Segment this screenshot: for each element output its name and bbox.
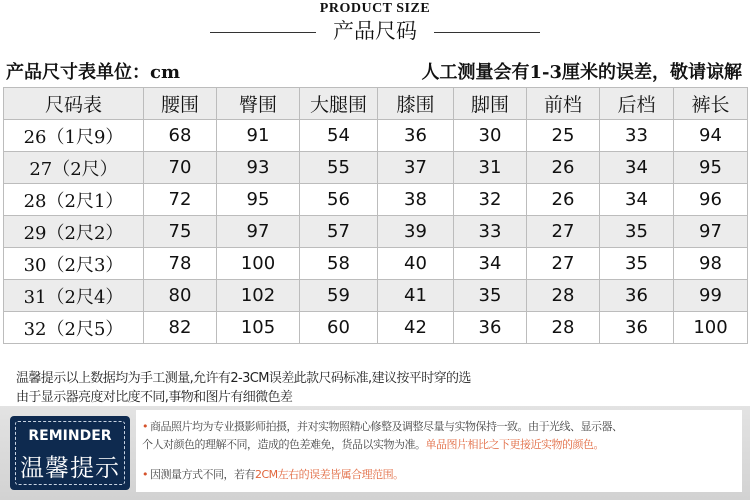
header-cell: 后档: [600, 88, 674, 120]
header-cell: 膝围: [378, 88, 454, 120]
table-cell: 36: [600, 312, 674, 344]
table-cell: 72: [144, 184, 217, 216]
badge-title-en: REMINDER: [28, 428, 112, 444]
table-cell: 91: [217, 120, 300, 152]
error-note: 人工测量会有1-3厘米的误差，敬请谅解: [421, 62, 742, 83]
table-cell: 98: [674, 248, 748, 280]
table-cell: 27: [527, 216, 600, 248]
table-cell: 41: [378, 280, 454, 312]
table-header-row: [4, 88, 748, 120]
size-cell: 29（2尺2）: [4, 216, 144, 248]
header-cell: 尺码表: [4, 88, 144, 120]
size-cell: 26（1尺9）: [4, 120, 144, 152]
title-cn: 产品尺码: [333, 19, 417, 43]
title-en: PRODUCT SIZE: [319, 1, 431, 16]
table-row: [4, 312, 748, 344]
table-cell: 26: [527, 184, 600, 216]
table-row: [4, 152, 748, 184]
table-cell: 34: [600, 184, 674, 216]
size-table: [3, 87, 748, 344]
page-header: [0, 0, 750, 52]
table-cell: 42: [378, 312, 454, 344]
table-cell: 102: [217, 280, 300, 312]
table-row: [4, 120, 748, 152]
table-row: [4, 216, 748, 248]
table-row: [4, 184, 748, 216]
table-cell: 26: [527, 152, 600, 184]
table-cell: 38: [378, 184, 454, 216]
table-cell: 33: [600, 120, 674, 152]
bullet-dot-icon: •: [142, 468, 148, 481]
table-cell: 94: [674, 120, 748, 152]
table-cell: 40: [378, 248, 454, 280]
table-cell: 95: [217, 184, 300, 216]
highlight-text: 2CM左右的误差皆属合理范围。: [255, 468, 404, 481]
table-cell: 39: [378, 216, 454, 248]
reminder-bullet-2: • 因测量方式不同，若有2CM左右的误差皆属合理范围。: [142, 468, 404, 481]
title-rule-right: [434, 32, 540, 33]
table-cell: 35: [600, 248, 674, 280]
table-cell: 28: [527, 312, 600, 344]
table-cell: 68: [144, 120, 217, 152]
reminder-text-panel: [136, 410, 742, 492]
table-row: [4, 280, 748, 312]
table-cell: 75: [144, 216, 217, 248]
table-cell: 37: [378, 152, 454, 184]
table-cell: 97: [217, 216, 300, 248]
table-cell: 33: [454, 216, 527, 248]
size-cell: 32（2尺5）: [4, 312, 144, 344]
table-cell: 55: [300, 152, 378, 184]
table-cell: 36: [600, 280, 674, 312]
size-cell: 30（2尺3）: [4, 248, 144, 280]
table-cell: 58: [300, 248, 378, 280]
table-cell: 35: [600, 216, 674, 248]
table-cell: 32: [454, 184, 527, 216]
reminder-badge: [10, 416, 130, 490]
table-cell: 31: [454, 152, 527, 184]
table-cell: 34: [454, 248, 527, 280]
table-cell: 60: [300, 312, 378, 344]
table-cell: 27: [527, 248, 600, 280]
unit-label: 产品尺寸表单位：cm: [6, 62, 181, 83]
header-cell: 脚围: [454, 88, 527, 120]
table-cell: 100: [217, 248, 300, 280]
table-cell: 82: [144, 312, 217, 344]
reminder-panel: [0, 406, 750, 500]
reminder-bullet-1: • 商品照片均为专业摄影师拍摄，并对实物照精心修整及调整尽量与实物保持一致。由于光线、显示器、: [142, 420, 623, 433]
table-row: [4, 248, 748, 280]
table-cell: 54: [300, 120, 378, 152]
badge-title-cn: 温馨提示: [20, 454, 120, 482]
table-cell: 34: [600, 152, 674, 184]
table-cell: 35: [454, 280, 527, 312]
measurement-note: 温馨提示以上数据均为手工测量,允许有2-3CM误差此款尺码标准,建议按平时穿的选: [16, 371, 471, 386]
header-cell: 臀围: [217, 88, 300, 120]
size-cell: 28（2尺1）: [4, 184, 144, 216]
table-cell: 99: [674, 280, 748, 312]
table-cell: 96: [674, 184, 748, 216]
table-cell: 28: [527, 280, 600, 312]
header-cell: 大腿围: [300, 88, 378, 120]
table-cell: 95: [674, 152, 748, 184]
table-cell: 78: [144, 248, 217, 280]
table-cell: 57: [300, 216, 378, 248]
size-cell: 31（2尺4）: [4, 280, 144, 312]
header-cell: 前档: [527, 88, 600, 120]
table-cell: 59: [300, 280, 378, 312]
table-cell: 25: [527, 120, 600, 152]
table-cell: 93: [217, 152, 300, 184]
table-cell: 100: [674, 312, 748, 344]
bullet-dot-icon: •: [142, 420, 148, 433]
table-cell: 105: [217, 312, 300, 344]
table-cell: 70: [144, 152, 217, 184]
table-cell: 36: [454, 312, 527, 344]
header-cell: 裤长: [674, 88, 748, 120]
table-cell: 30: [454, 120, 527, 152]
table-cell: 36: [378, 120, 454, 152]
table-cell: 56: [300, 184, 378, 216]
unit-row: [0, 58, 750, 84]
reminder-bullet-1-continued: 个人对颜色的理解不同，造成的色差难免，货品以实物为准。单品图片相比之下更接近实物的颜色。: [142, 438, 604, 451]
table-cell: 80: [144, 280, 217, 312]
table-cell: 97: [674, 216, 748, 248]
color-note: 由于显示器亮度对比度不同,事物和图片有细微色差: [16, 390, 293, 405]
highlight-text: 单品图片相比之下更接近实物的颜色。: [425, 438, 604, 451]
size-cell: 27（2尺）: [4, 152, 144, 184]
header-cell: 腰围: [144, 88, 217, 120]
